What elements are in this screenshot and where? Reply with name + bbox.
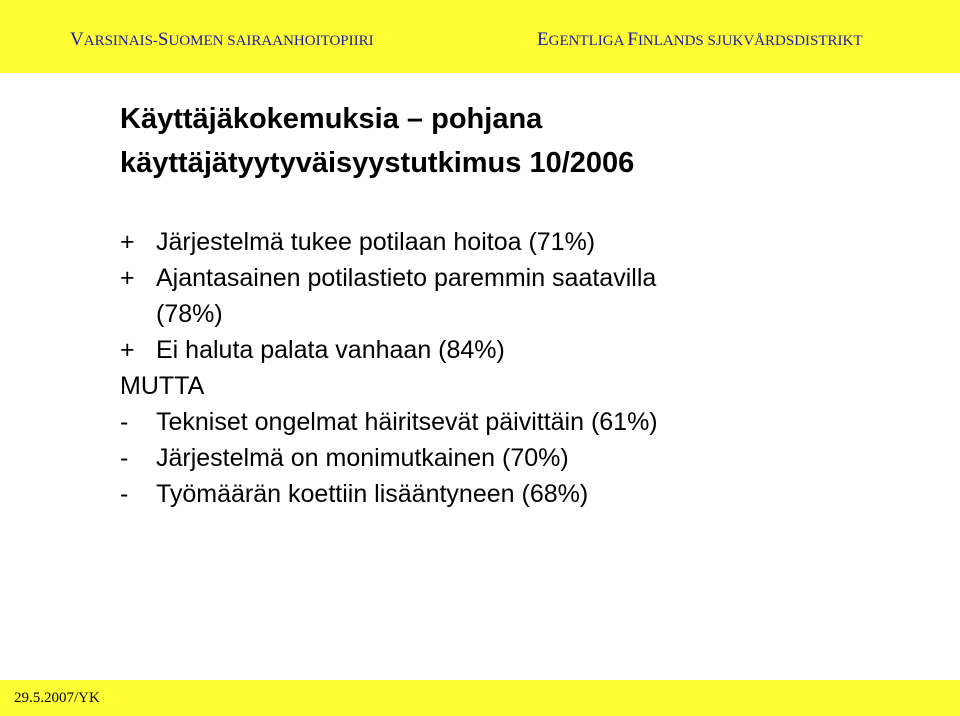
plus-marker: + (120, 336, 135, 364)
org-finnish-initial-2: S (157, 29, 169, 50)
list-item (120, 404, 940, 440)
org-name-finnish (70, 28, 374, 53)
plus-marker: + (120, 228, 135, 256)
list-item (120, 224, 940, 260)
org-name-swedish (537, 28, 863, 53)
list-item (120, 332, 940, 368)
org-swedish-part-2: INLANDS SJUKVÅRDSDISTRIKT (637, 33, 863, 49)
mutta-label: MUTTA (120, 372, 205, 400)
list-item (120, 440, 940, 476)
org-swedish-initial-1: E (537, 29, 549, 50)
slide-title (120, 97, 634, 185)
list-item-heading (120, 368, 940, 404)
list-item (120, 476, 940, 512)
org-finnish-separator: - (152, 33, 158, 49)
list-item-text: Järjestelmä on monimutkainen (70%) (156, 444, 569, 472)
org-finnish-initial-1: V (70, 29, 84, 50)
org-swedish-initial-2: F (627, 29, 638, 50)
list-item-text: Ei haluta palata vanhaan (84%) (156, 336, 505, 364)
minus-marker: - (120, 444, 129, 472)
plus-marker: + (120, 264, 135, 292)
list-item-text: Järjestelmä tukee potilaan hoitoa (71%) (156, 228, 596, 256)
list-item-text: Työmäärän koettiin lisääntyneen (68%) (156, 480, 589, 508)
org-finnish-part-2: UOMEN SAIRAANHOITOPIIRI (168, 33, 374, 49)
list-item-text (156, 260, 656, 332)
list-item-text: Tekniset ongelmat häiritsevät päivittäin (61%) (156, 408, 658, 436)
footer-bar (0, 680, 960, 716)
list-item-text-line-1: Ajantasainen potilastieto paremmin saatavilla (156, 264, 657, 292)
minus-marker: - (120, 408, 129, 436)
org-finnish-part-1: ARSINAIS (83, 33, 153, 49)
slide-title-line-2: käyttäjätyytyväisyystutkimus 10/2006 (120, 147, 635, 179)
minus-marker: - (120, 480, 129, 508)
list-item-text-line-2: (78%) (156, 300, 223, 328)
header-bar (0, 0, 960, 73)
slide-title-line-1: Käyttäjäkokemuksia – pohjana (120, 103, 543, 135)
list-item (120, 260, 940, 332)
footer-date: 29.5.2007/YK (14, 690, 100, 706)
bullet-list (120, 224, 940, 512)
org-swedish-part-1: GENTLIGA (548, 33, 628, 49)
